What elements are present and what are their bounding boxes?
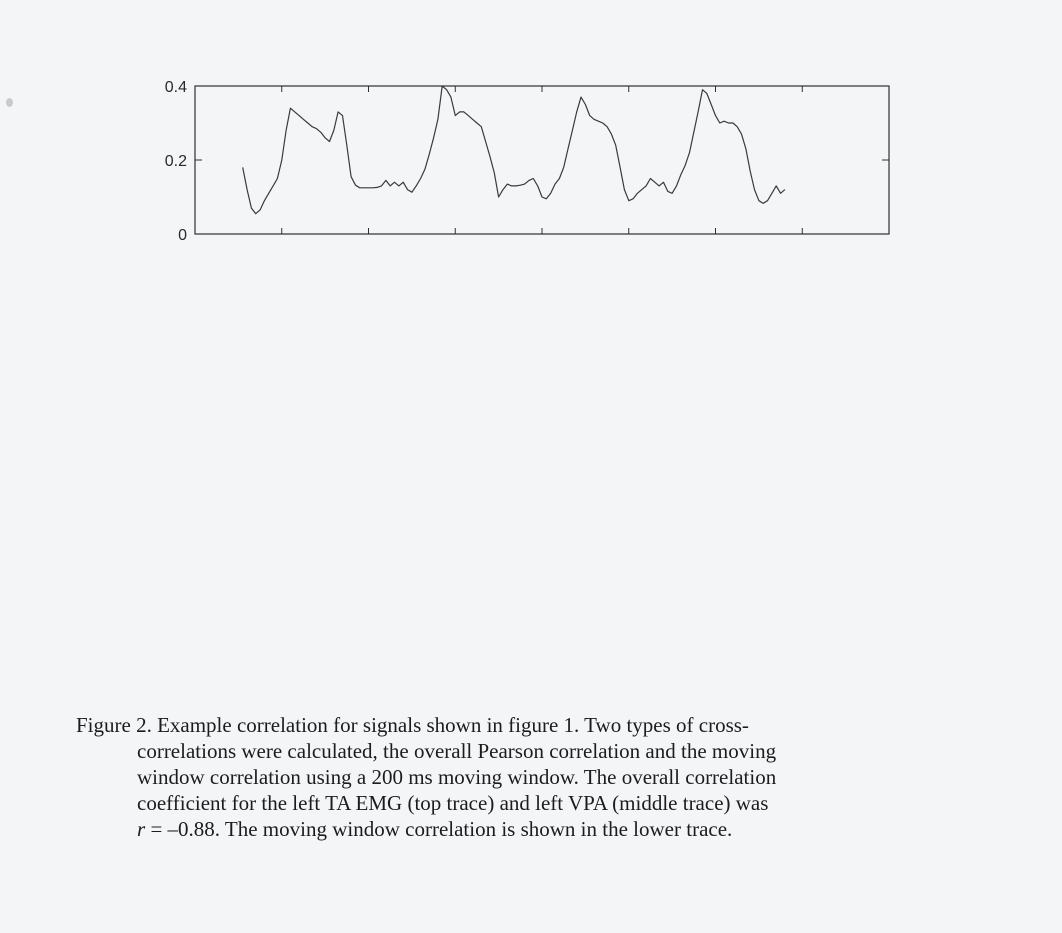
x-ticks [282, 86, 803, 234]
y-tick-label: 0.2 [164, 153, 187, 170]
caption-line-5 [76, 816, 926, 842]
caption-line-3: window correlation using a 200 ms moving window. The overall correlation [137, 765, 777, 789]
caption-line-2: correlations were calculated, the overall Pearson correlation and the moving [137, 739, 777, 763]
r-symbol: r [137, 817, 146, 841]
y-ticks [165, 79, 889, 244]
y-tick-label: 0 [178, 227, 187, 244]
caption-line-4: coefficient for the left TA EMG (top trace) and left VPA (middle trace) was [137, 791, 769, 815]
figure-caption [76, 712, 926, 842]
correlation-series-line [243, 86, 785, 214]
chart-axes [195, 86, 889, 234]
caption-line-1: Figure 2. Example correlation for signals shown in figure 1. Two types of cross- [76, 713, 749, 737]
y-tick-label: 0.4 [164, 79, 187, 96]
plot-frame [195, 86, 889, 234]
caption-line-5-text: = –0.88. The moving window correlation is shown in the lower trace. [145, 817, 733, 841]
correlation-chart [0, 0, 1062, 300]
